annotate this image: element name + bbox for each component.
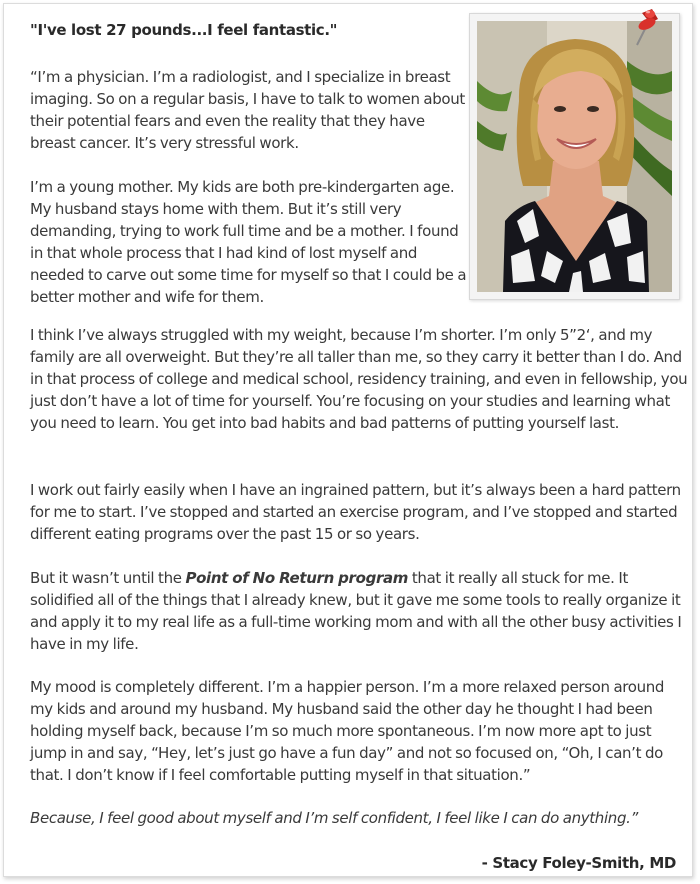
paragraph-text: But it wasn’t until the <box>30 569 186 587</box>
pushpin-icon <box>633 7 659 47</box>
testimonial-paragraph: I think I’ve always struggled with my weight, because I’m shorter. I’m only 5”2‘, and my family are all overweight. But they’re all taller than me, so they carry it better than I do. And in that process of college and medical school, residency training, and even in fellowship, you just don’t have a lot of time for yourself. You’re focusing on your studies and learning what you need to learn. You get into bad habits and bad patterns of putting yourself last. <box>30 326 688 432</box>
program-name: Point of No Return program <box>185 569 409 587</box>
testimonial-closing: Because, I feel good about myself and I’m self confident, I feel like I can do anything.” <box>30 809 638 827</box>
testimonial-paragraph: I’m a young mother. My kids are both pre-kindergarten age. My husband stays home with them. But it’s still very demanding, trying to work full time and be a mother. I found in that whole process that I had kind of lost myself and needed to carve out some time for myself so that I could be a better mother and wife for them. <box>30 178 467 306</box>
testimonial-signature: - Stacy Foley-Smith, MD <box>481 854 676 872</box>
testimonial-paragraph: I work out fairly easily when I have an ingrained pattern, but it’s always been a hard pattern for me to start. I’ve stopped and started an exercise program, and I’ve stopped and started different eating programs over the past 15 or so years. <box>30 481 681 543</box>
testimonial-paragraph <box>30 567 690 655</box>
photo-frame <box>469 13 680 300</box>
testimonial-paragraph: My mood is completely different. I’m a happier person. I’m a more relaxed person around my kids and around my husband. My husband said the other day he thought I had been holding myself back, because I’m so much more spontaneous. I’m now more apt to just jump in and say, “Hey, let’s just go have a fun day” and not so focused on, “Oh, I can’t do that. I don’t know if I feel comfortable putting myself in that situation.” <box>30 678 665 784</box>
paragraph-text: that it really all stuck for me. It solidified all of the things that I already knew, but it gave me some tools to really organize it and apply it to my real life as a full-time working mom and with all the other busy activities I have in my life. <box>30 569 682 653</box>
testimonial-paragraph: “I’m a physician. I’m a radiologist, and I specialize in breast imaging. So on a regular basis, I have to talk to women about their potential fears and even the reality that they have breast cancer. It’s very stressful work. <box>30 68 465 152</box>
testimonial-headline: "I've lost 27 pounds...I feel fantastic." <box>30 21 338 39</box>
portrait-photo <box>477 21 672 292</box>
